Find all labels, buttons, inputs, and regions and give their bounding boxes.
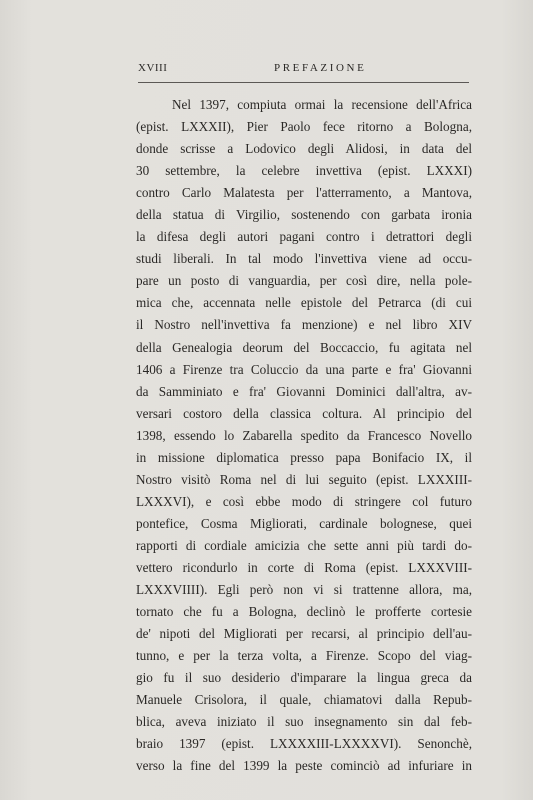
text-line: gio fu il suo desiderio d'imparare la lingua greca da [136, 670, 472, 686]
text-line: donde scrisse a Lodovico degli Alidosi, in data del [136, 141, 472, 157]
text-line: blica, aveva iniziato il suo insegnamento sin dal feb- [136, 714, 472, 730]
page-number: XVIII [138, 62, 168, 74]
text-line: (epist. LXXXII), Pier Paolo fece ritorno a Bologna, [136, 119, 472, 135]
text-line: vettero ricondurlo in corte di Roma (epist. LXXXVIII- [136, 559, 472, 575]
text-line: mica che, accennata nelle epistole del Petrarca (di cui [136, 295, 472, 311]
text-line: pontefice, Cosma Migliorati, cardinale bolognese, quei [136, 515, 472, 531]
text-line: rapporti di cordiale amicizia che sette anni più tardi do- [136, 537, 472, 553]
text-line: della statua di Virgilio, sostenendo con garbata ironia [136, 207, 472, 223]
text-line: LXXXVIIII). Egli però non vi si trattenne allora, ma, [136, 582, 472, 598]
text-line: braio 1397 (epist. LXXXXIII-LXXXXVI). Senonchè, [136, 736, 472, 752]
text-line: tunno, e per la terza volta, a Firenze. Scopo del viag- [136, 648, 472, 664]
text-line: contro Carlo Malatesta per l'atterramento, a Mantova, [136, 185, 472, 201]
running-title: PREFAZIONE [274, 62, 367, 74]
text-line: LXXXVI), e così ebbe modo di stringere col futuro [136, 493, 472, 509]
text-line: verso la fine del 1399 la peste cominciò ad infuriare in [136, 758, 472, 774]
text-line: Manuele Crisolora, il quale, chiamatovi dalla Repub- [136, 692, 472, 708]
text-line: tornato che fu a Bologna, declinò le profferte cortesie [136, 604, 472, 620]
text-line: 1406 a Firenze tra Coluccio da una parte e fra' Giovanni [136, 361, 472, 377]
text-line: de' nipoti del Migliorati per recarsi, al principio dell'au- [136, 626, 472, 642]
text-line: Nel 1397, compiuta ormai la recensione dell'Africa [172, 97, 472, 112]
body-text [136, 94, 472, 777]
text-line: Nostro visitò Roma nel di lui seguito (epist. LXXXIII- [136, 471, 472, 487]
text-line: studi liberali. In tal modo l'invettiva viene ad occu- [136, 251, 472, 267]
text-line: versari costoro della classica coltura. Al principio del [136, 405, 472, 421]
page-header [138, 62, 468, 78]
text-line: pare un posto di vanguardia, per così dire, nella pole- [136, 273, 472, 289]
text-line: la difesa degli autori pagani contro i detrattori degli [136, 229, 472, 245]
text-line: il Nostro nell'invettiva fa menzione) e nel libro XIV [136, 317, 472, 333]
text-line: da Samminiato e fra' Giovanni Dominici dall'altra, av- [136, 383, 472, 399]
text-line: 1398, essendo lo Zabarella spedito da Francesco Novello [136, 427, 472, 443]
header-rule [138, 82, 469, 83]
text-line: in missione diplomatica presso papa Bonifacio IX, il [136, 449, 472, 465]
text-line: della Genealogia deorum del Boccaccio, fu agitata nel [136, 339, 472, 355]
text-line: 30 settembre, la celebre invettiva (epist. LXXXI) [136, 163, 472, 179]
